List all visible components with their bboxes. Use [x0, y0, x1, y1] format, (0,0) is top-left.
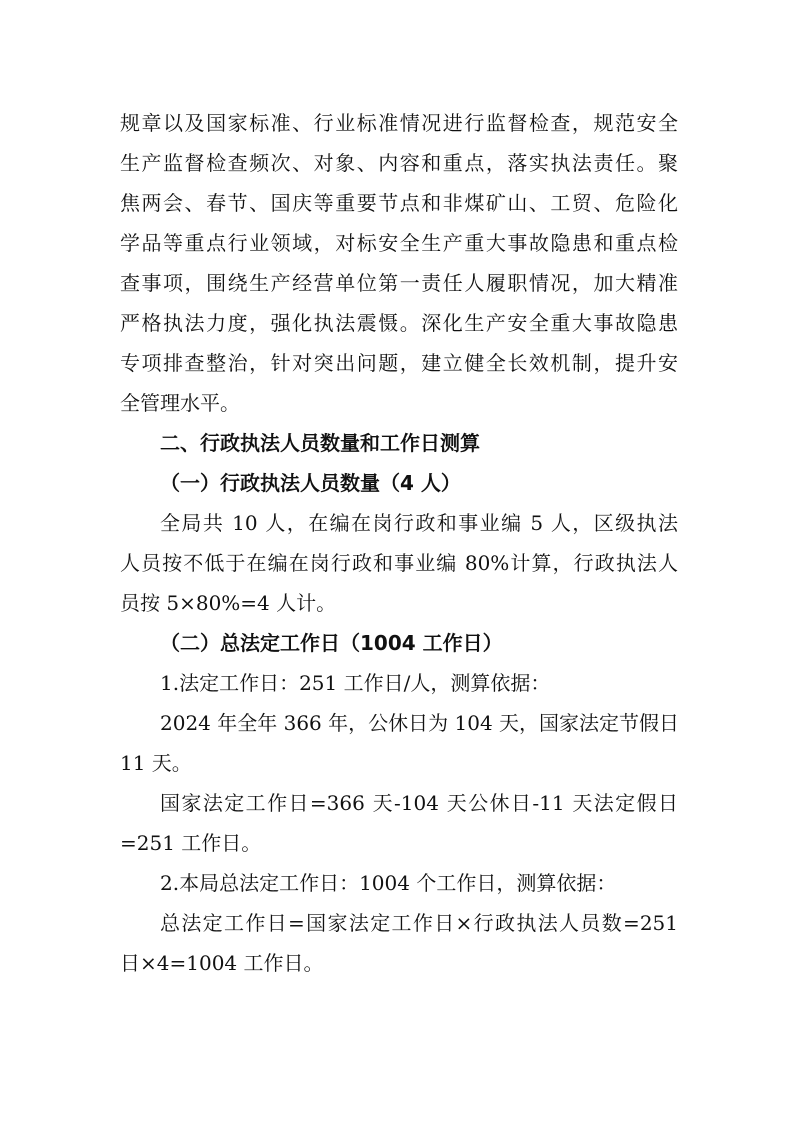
paragraph-line: 国家法定工作日=366 天-104 天公休日-11 天法定假日	[160, 791, 678, 815]
paragraph-line: 严格执法力度，强化执法震慑。深化生产安全重大事故隐患	[120, 311, 678, 335]
paragraph-line: 专项排查整治，针对突出问题，建立健全长效机制，提升安	[120, 351, 678, 375]
paragraph-line: 全管理水平。	[120, 391, 240, 415]
paragraph-line: 总法定工作日=国家法定工作日×行政执法人员数=251	[160, 911, 678, 935]
paragraph-line: 焦两会、春节、国庆等重要节点和非煤矿山、工贸、危险化	[120, 191, 678, 215]
list-item-title: 2.本局总法定工作日：1004 个工作日，测算依据：	[160, 871, 617, 895]
paragraph-line: 规章以及国家标准、行业标准情况进行监督检查，规范安全	[120, 111, 678, 135]
paragraph-line: 2024 年全年 366 年，公休日为 104 天，国家法定节假日	[160, 711, 680, 735]
section-heading: 二、行政执法人员数量和工作日测算	[160, 431, 480, 455]
paragraph-line: 生产监督检查频次、对象、内容和重点，落实执法责任。聚	[120, 151, 678, 175]
paragraph-line: 学品等重点行业领域，对标安全生产重大事故隐患和重点检	[120, 231, 678, 255]
subsection-heading: （二）总法定工作日（1004 工作日）	[160, 631, 503, 655]
subsection-heading: （一）行政执法人员数量（4 人）	[160, 471, 461, 495]
paragraph-line: 员按 5×80%=4 人计。	[120, 591, 337, 615]
paragraph-line: 全局共 10 人，在编在岗行政和事业编 5 人，区级执法	[160, 511, 678, 535]
paragraph-line: 查事项，围绕生产经营单位第一责任人履职情况，加大精准	[120, 271, 678, 295]
paragraph-line: =251 工作日。	[120, 831, 262, 855]
paragraph-line: 11 天。	[120, 751, 192, 775]
paragraph-line: 日×4=1004 工作日。	[120, 951, 324, 975]
paragraph-line: 人员按不低于在编在岗行政和事业编 80%计算，行政执法人	[120, 551, 678, 575]
list-item-title: 1.法定工作日：251 工作日/人，测算依据：	[160, 671, 551, 695]
